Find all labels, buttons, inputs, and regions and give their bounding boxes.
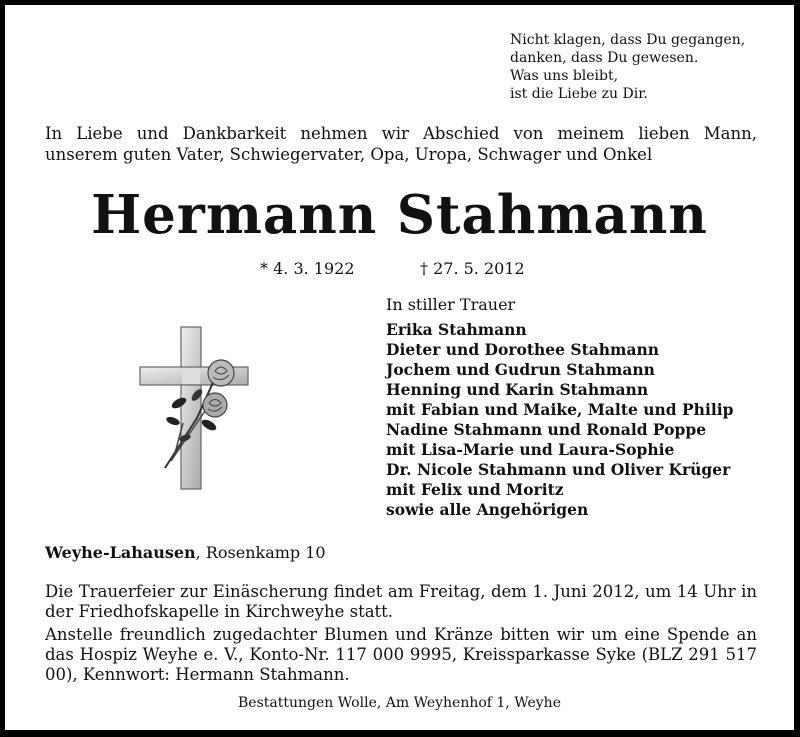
address-place: Weyhe-Lahausen [45,543,196,562]
intro-text [45,123,757,165]
birth-date: * 4. 3. 1922 [260,259,355,278]
poem-line: danken, dass Du gewesen. [510,50,699,66]
mourner-line: mit Lisa-Marie und Laura-Sophie [386,440,675,459]
mourner-line: mit Fabian und Maike, Malte und Philip [386,400,734,419]
poem-line: Nicht klagen, dass Du gegangen, [510,32,746,48]
mourner-line: sowie alle Angehörigen [386,500,589,519]
funeral-info: Die Trauerfeier zur Einäscherung findet am Freitag, dem 1. Juni 2012, um 14 Uhr in der Friedhofskapelle in Kirchweyhe statt. [45,582,757,621]
mourner-line: Dr. Nicole Stahmann und Oliver Krüger [386,460,731,479]
cross-with-roses-icon [135,323,255,493]
obituary-notice [5,5,794,730]
funeral-home: Bestattungen Wolle, Am Weyhenhof 1, Weyhe [238,695,561,711]
mourner-line: Henning und Karin Stahmann [386,380,649,399]
intro-line: unserem guten Vater, Schwiegervater, Opa, Uropa, Schwager und Onkel [45,145,653,164]
mourning-intro: In stiller Trauer [386,295,516,314]
mourner-line: Jochem und Gudrun Stahmann [386,360,655,379]
mourner-line: mit Felix und Moritz [386,480,564,499]
address-street: , Rosenkamp 10 [195,543,326,562]
mourner-line: Dieter und Dorothee Stahmann [386,340,660,359]
mourner-line: Erika Stahmann [386,320,527,339]
death-date: † 27. 5. 2012 [420,259,525,278]
poem-line: Was uns bleibt, [510,68,619,84]
poem-line: ist die Liebe zu Dir. [510,86,648,102]
address [45,543,326,562]
poem [510,31,745,103]
mourner-line: Nadine Stahmann und Ronald Poppe [386,420,707,439]
intro-line: In Liebe und Dankbarkeit nehmen wir Abschied von meinem lieben Mann, [45,124,757,143]
deceased-name: Hermann Stahmann [91,184,708,246]
donation-info: Anstelle freundlich zugedachter Blumen und Kränze bitten wir um eine Spende an das Hospiz Weyhe e. V., Konto-Nr. 117 000 9995, Kreissparkasse Syke (BLZ 291 517 00), Kennwort: Hermann Stahmann. [45,625,757,684]
mourners-list [386,320,733,520]
